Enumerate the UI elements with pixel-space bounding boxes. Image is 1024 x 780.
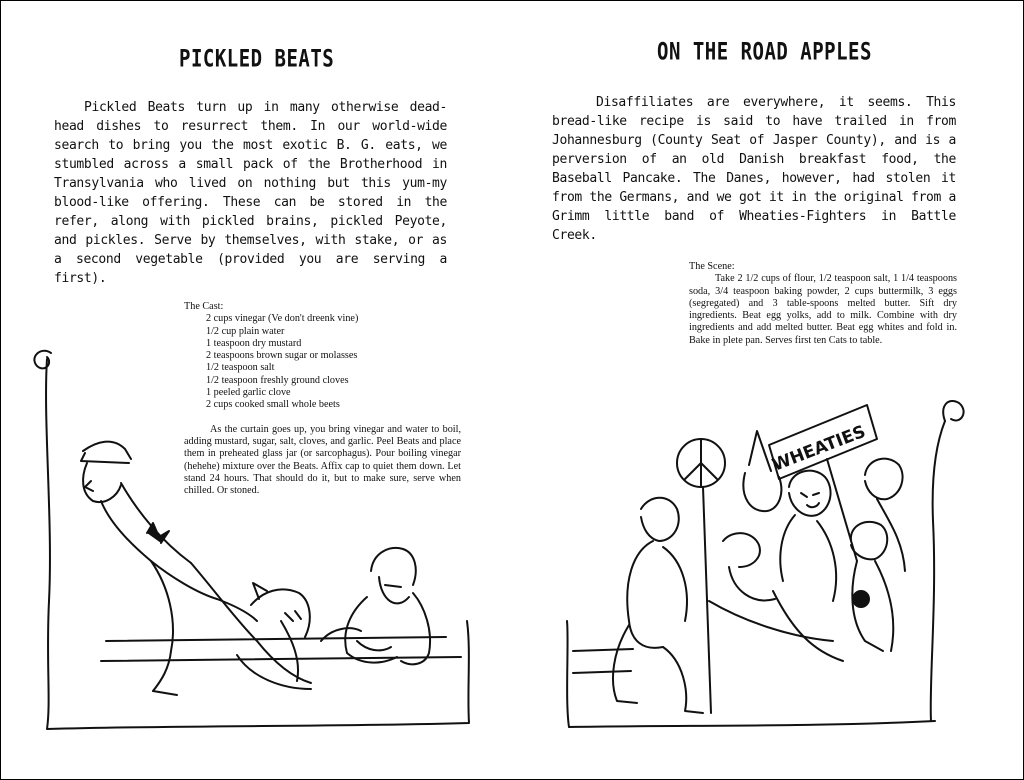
left-page-title: PICKLED BEATS — [179, 45, 335, 73]
cast-heading: The Cast: — [184, 301, 224, 312]
left-recipe — [184, 301, 461, 497]
ingredient-item: 1 peeled garlic clove — [206, 387, 291, 399]
right-page — [513, 1, 1023, 779]
ingredient-item: 2 cups cooked small whole beets — [206, 399, 340, 411]
wheaties-protest-sign — [769, 405, 877, 479]
right-recipe — [689, 261, 957, 347]
ingredient-item: 1 teaspoon dry mustard — [206, 337, 302, 349]
left-page — [1, 1, 513, 779]
ingredient-item: 1/2 teaspoon salt — [206, 362, 275, 374]
left-method: As the curtain goes up, you bring vinegar and water to boil, adding mustard, sugar, salt, cloves, and garlic. Peel Beats and place them in preheated glass jar (or sarcophagus). Pour boiling vinegar (hehehe) mixture over the Beats. Affix cap to quiet them down. Let stand 24 hours. That should do it, but to make sure, serve when chilled. Or stoned. — [184, 423, 461, 497]
right-method: Take 2 1/2 cups of flour, 1/2 teaspoon salt, 1 1/4 teaspoons soda, 3/4 teaspoon baking powder, 2 cups buttermilk, 3 eggs (segregated) and 3 table-spoons melted butter. Sift dry ingredients. Beat egg yolks, add to milk. Combine with dry ingredients and add melted butter. Beat egg whites and fold in. Bake in plete pan. Serves first ten Cats to table. — [689, 273, 957, 346]
right-page-title: ON THE ROAD APPLES — [657, 38, 872, 66]
sign-text: WHEATIES — [769, 421, 869, 476]
ingredient-item: 1/2 cup plain water — [206, 325, 285, 337]
right-page-intro: Disaffiliates are everywhere, it seems. This bread-like recipe is said to have trailed in from Johannesburg (County Seat of Jasper County), and is a perversion of an old Danish breakfast food, the Baseball Pancake. The Danes, however, had stolen it from the Germans, and we got it in the original from a Grimm little band of Wheaties-Fighters in Battle Creek. — [552, 95, 956, 243]
peace-sign-icon — [677, 439, 725, 487]
ingredient-item: 2 teaspoons brown sugar or molasses — [206, 350, 358, 362]
ingredient-list — [184, 313, 461, 411]
left-page-intro: Pickled Beats turn up in many otherwise dead-head dishes to resurrect them. In our world-wide search to bring you the most exotic B. G. eats, we stumbled across a small pack of the Brotherhood in Transylvania who lived on nothing but this yum-my blood-like offering. These can be stored in the refer, along with pickled brains, pickled Peyote, and pickles. Serve by themselves, with stake, or as a second vegetable (provided you are serving a first). — [54, 100, 447, 286]
ingredient-item: 2 cups vinegar (Ve don't dreenk vine) — [206, 313, 359, 325]
ingredient-item: 1/2 teaspoon freshly ground cloves — [206, 374, 349, 386]
scene-heading: The Scene: — [689, 261, 735, 272]
